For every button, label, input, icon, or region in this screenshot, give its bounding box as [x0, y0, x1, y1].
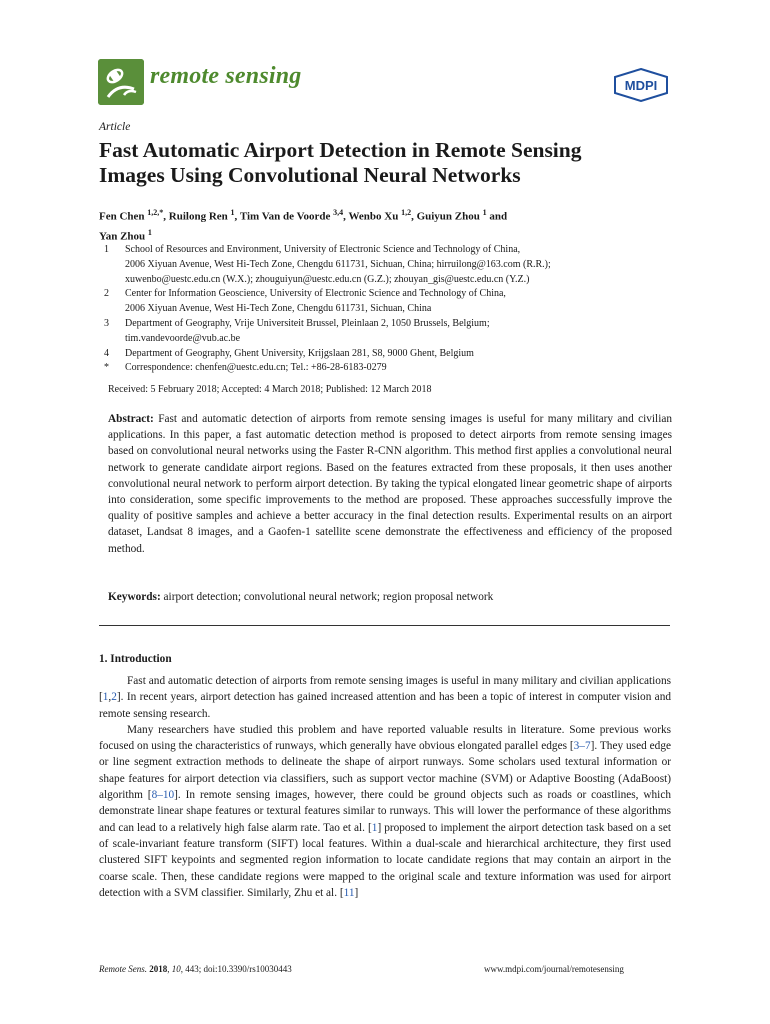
author-affiliation-mark: 1 — [482, 208, 487, 217]
citation-link[interactable]: 1 — [102, 691, 109, 704]
publication-dates: Received: 5 February 2018; Accepted: 4 March 2018; Published: 12 March 2018 — [108, 384, 432, 395]
citation-link[interactable]: 1 — [371, 821, 378, 834]
article-type: Article — [99, 121, 131, 133]
affiliation-line — [99, 273, 674, 288]
affiliation-line — [99, 332, 674, 347]
section-divider — [99, 625, 670, 626]
author-separator: , — [234, 210, 240, 223]
affiliation-text: Center for Information Geoscience, University of Electronic Science and Technology of China, — [125, 288, 506, 300]
citation-link[interactable]: 11 — [343, 886, 355, 899]
affiliation-number: 1 — [104, 244, 109, 255]
affiliation-number: 3 — [104, 317, 109, 329]
affiliation-text: Correspondence: chenfen@uestc.edu.cn; Tel.: +86-28-6183-0279 — [125, 362, 387, 374]
title-line-2: Images Using Convolutional Neural Networks — [99, 163, 521, 187]
citation-link[interactable]: 3–7 — [573, 740, 591, 753]
affiliation-line — [99, 347, 674, 362]
author-affiliation-mark: 1,2 — [401, 208, 412, 217]
keywords-label: Keywords: — [108, 591, 161, 603]
body-text-run: ]. They used edge or line segment extraction methods to delineate the shape of airport runways. Some scholars used textural information or shape features for airport detection via classifiers, such as support vector machine (SVM) or Adaptive Boosting (AdaBoost) algorithm [ — [99, 740, 671, 802]
author-affiliation-mark: 1 — [147, 227, 152, 237]
introduction-body — [99, 673, 671, 901]
footer-journal-url[interactable]: www.mdpi.com/journal/remotesensing — [484, 964, 624, 974]
abstract-label: Abstract: — [108, 413, 154, 425]
journal-logo-icon — [98, 59, 144, 105]
author-name[interactable]: Ruilong Ren — [168, 210, 228, 223]
abstract — [108, 411, 672, 557]
author-name[interactable]: Yan Zhou — [99, 230, 146, 243]
affiliation-text: xuwenbo@uestc.edu.cn (W.X.); zhouguiyun@uestc.edu.cn (G.Z.); zhouyan_gis@uestc.edu.cn (Y.Z.) — [125, 273, 530, 285]
author-affiliation-mark: 1 — [230, 208, 235, 217]
affiliation-line — [99, 317, 674, 332]
body-text-run: Many researchers have studied this problem and have reported valuable results in literature. Some previous works focused on using the characteristics of runways, which generally have obvious elongated parallel edges [ — [99, 723, 671, 753]
footer-citation: Remote Sens. 2018, 10, 443; doi:10.3390/rs10030443 — [99, 964, 292, 974]
affiliation-text: 2006 Xiyuan Avenue, West Hi-Tech Zone, Chengdu 611731, Sichuan, China — [125, 303, 432, 315]
affiliation-number — [99, 273, 125, 288]
affiliation-line — [99, 243, 674, 258]
author-name[interactable]: Tim Van de Voorde — [239, 210, 331, 223]
mdpi-logo-icon — [612, 68, 670, 102]
affiliation-line — [99, 258, 674, 273]
keywords-text: airport detection; convolutional neural network; region proposal network — [163, 591, 494, 603]
affiliation-number — [99, 332, 125, 347]
author-affiliation-mark: 1,2,* — [147, 208, 164, 217]
section-heading: 1. Introduction — [99, 653, 172, 665]
author-list — [99, 205, 679, 244]
footer-article-no: 443 — [185, 964, 199, 974]
body-text-run: Fast and automatic detection of airports from remote sensing images is useful in many military and civilian applications [ — [99, 675, 671, 704]
author-separator: and — [486, 210, 508, 223]
footer-doi: doi:10.3390/rs10030443 — [203, 964, 292, 974]
author-separator: , — [163, 210, 169, 223]
affiliation-text: Department of Geography, Ghent University, Krijgslaan 281, S8, 9000 Ghent, Belgium — [125, 347, 474, 359]
body-text-run: ]. In recent years, airport detection has gained increased attention and has been a topic of interest in computer vision and remote sensing research. — [99, 691, 671, 720]
citation-link[interactable]: 8–10 — [151, 789, 175, 802]
author-name[interactable]: Guiyun Zhou — [416, 210, 480, 223]
body-text-run: ] — [354, 886, 359, 899]
author-separator: , — [343, 210, 349, 223]
affiliation-line — [99, 287, 674, 302]
affiliation-text: Department of Geography, Vrije Universiteit Brussel, Pleinlaan 2, 1050 Brussels, Belgium; — [125, 317, 490, 329]
publisher-name: MDPI — [624, 78, 658, 93]
author-name[interactable]: Fen Chen — [99, 210, 145, 223]
journal-name: remote sensing — [150, 63, 302, 89]
body-paragraph — [99, 673, 671, 722]
keywords — [108, 591, 672, 603]
author-separator: , — [411, 210, 417, 223]
footer-journal-abbrev: Remote Sens. — [99, 964, 147, 974]
affiliation-line — [99, 302, 674, 317]
affiliation-list — [99, 243, 674, 376]
author-name[interactable]: Wenbo Xu — [348, 210, 399, 223]
affiliation-line — [99, 361, 674, 376]
body-text-run: ]. In remote sensing images, however, there could be ground objects such as roads or coastlines, which demonstrate linear shape features or textural features similar to runways. This will lower the performance of these algorithms and can lead to a relatively high false alarm rate. Tao et al. [ — [99, 789, 671, 834]
footer-volume: 10 — [171, 964, 181, 974]
body-text-run: ] proposed to implement the airport detection task based on a set of scale-invariant feature transform (SIFT) local features. Within a dual-scale and hierarchical architecture, they first used clustered SIFT keypoints and segmented region information to locate candidate regions that may contain an airport in the coarse scale. Then, these candidate regions were mapped to the original scale and texture information was used for airport detection with a SVM classifier. Similarly, Zhu et al. [ — [99, 821, 671, 899]
affiliation-number: * — [104, 362, 109, 374]
body-paragraph — [99, 722, 671, 901]
article-title — [99, 138, 679, 188]
body-text-run: , — [108, 691, 112, 704]
affiliation-number — [99, 302, 125, 317]
footer-year: 2018 — [149, 964, 168, 974]
affiliation-number: 2 — [104, 288, 109, 300]
title-line-1: Fast Automatic Airport Detection in Remote Sensing — [99, 138, 582, 162]
affiliation-text: School of Resources and Environment, University of Electronic Science and Technology of China, — [125, 244, 521, 255]
affiliation-number — [99, 258, 125, 273]
affiliation-text: tim.vandevoorde@vub.ac.be — [125, 332, 241, 344]
citation-link[interactable]: 2 — [111, 691, 117, 704]
affiliation-text: 2006 Xiyuan Avenue, West Hi-Tech Zone, Chengdu 611731, Sichuan, China; hirruilong@163.com (R.R.); — [125, 258, 551, 270]
abstract-text: Fast and automatic detection of airports from remote sensing images is useful for many military and civilian applications. In this paper, a fast automatic detection method is proposed to detect airports from remote sensing images based on convolutional neural networks using the Faster R-CNN algorithm. This method first applies a convolutional neural network to generate candidate airport regions. Based on the features extracted from these proposals, it then uses another convolutional neural network to perform airport detection. By taking the typical elongated linear geometric shape of airports into consideration, some specific improvements to the method are proposed. These approaches successfully improve the quality of positive samples and achieve a better accuracy in the final detection results. Experimental results on an airport dataset, Landsat 8 images, and a Gaofen-1 satellite scene demonstrate the effectiveness and efficiency of the proposed method. — [108, 413, 672, 555]
affiliation-number: 4 — [104, 347, 109, 359]
author-affiliation-mark: 3,4 — [333, 208, 344, 217]
